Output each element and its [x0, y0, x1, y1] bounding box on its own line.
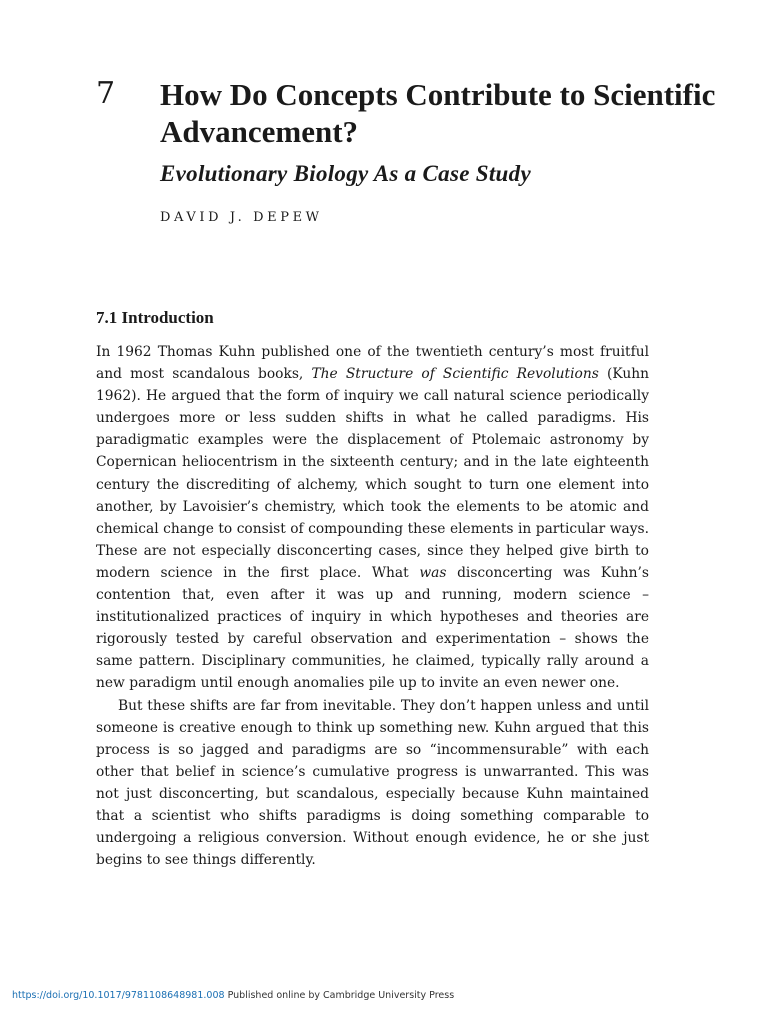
paragraph-text: In 1962 Thomas Kuhn published one of the twentieth century’s most fruitful and most scandalous books, [96, 344, 649, 383]
paragraph [96, 341, 649, 695]
chapter-title: How Do Concepts Contribute to Scientific Advancement? [160, 77, 716, 149]
book-title: The Structure of Scientific Revolutions [311, 366, 599, 383]
publisher-note: Published online by Cambridge University Press [224, 990, 455, 1001]
section-heading: 7.1 Introduction [96, 308, 214, 327]
chapter-number: 7 [96, 76, 116, 111]
chapter-title-block [160, 76, 720, 225]
doi-link[interactable]: https://doi.org/10.1017/9781108648981.008 [12, 990, 225, 1001]
footer-citation [12, 990, 454, 1001]
author-name: DAVID J. DEPEW [160, 210, 323, 225]
emphasis-text: was [419, 564, 447, 581]
paragraph: But these shifts are far from inevitable. They don’t happen unless and until someone is creative enough to think up something new. Kuhn argued that this process is so jagged and paradigms are so “incommensurable” with each other that belief in science’s cumulative progress is unwarranted. This was not just disconcerting, but scandalous, especially because Kuhn maintained that a scientist who shifts paradigms is doing something comparable to undergoing a religious conversion. Without enough evidence, he or she just begins to see things differently. [96, 697, 649, 869]
chapter-subtitle: Evolutionary Biology As a Case Study [160, 161, 531, 186]
paragraph-text: disconcerting was Kuhn’s contention that, even after it was up and running, modern science – institutionalized practices of inquiry in which hypotheses and theories are rigorously tested by careful observation and experimentation – shows the same pattern. Disciplinary communities, he claimed, typically rally around a new paradigm until enough anomalies pile up to invite an even newer one. [96, 564, 649, 692]
body-text [96, 341, 649, 871]
paragraph-text: (Kuhn 1962). He argued that the form of inquiry we call natural science periodically undergoes more or less sudden shifts in what he called paradigms. His paradigmatic examples were the displacement of Ptolemaic astronomy by Copernican heliocentrism in the sixteenth century; and in the late eighteenth century the discrediting of alchemy, which sought to turn one element into another, by Lavoisier’s chemistry, which took the elements to be atomic and chemical change to consist of compounding these elements in particular ways. These are not especially disconcerting cases, since they helped give birth to modern science in the first place. What [96, 366, 649, 581]
